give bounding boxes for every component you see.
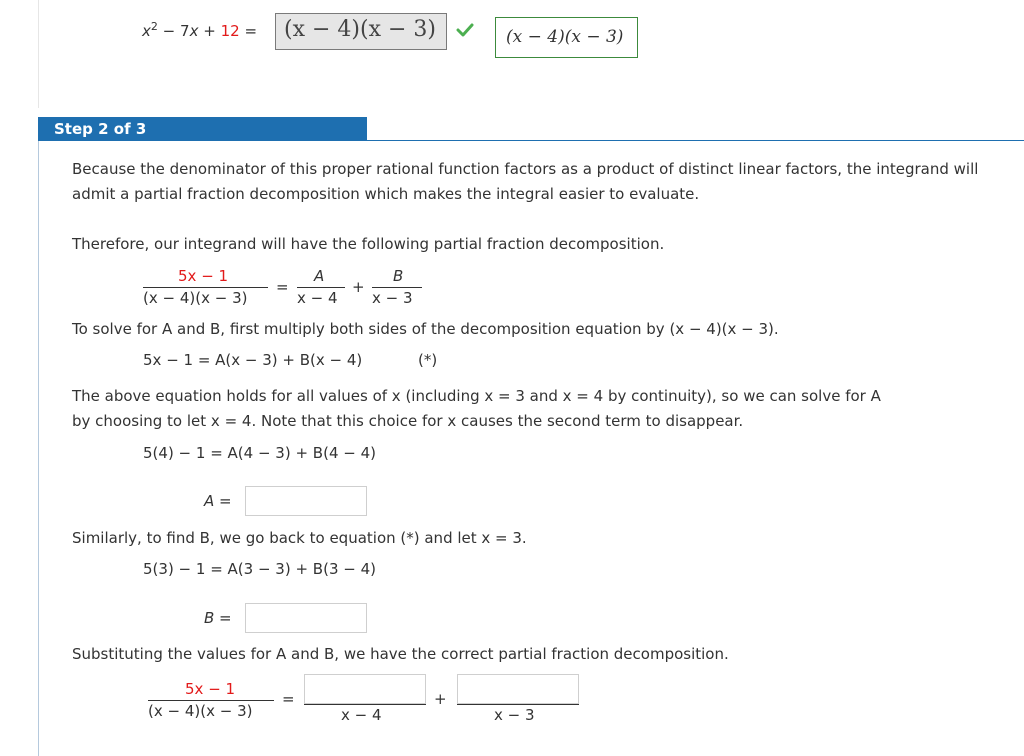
- step-header: [38, 117, 367, 141]
- fraction-bar-1: [143, 287, 268, 288]
- b-label: B =: [204, 609, 232, 627]
- final-bar-1: [304, 704, 426, 705]
- step-divider: [367, 140, 1024, 141]
- correct-answer-box: [495, 17, 638, 58]
- continuity-paragraph-line1: The above equation holds for all values of x (including x = 3 and x = 4 by continuity), so we can solve for A: [72, 387, 881, 405]
- denominator-b: x − 3: [372, 289, 413, 307]
- x-var: x: [142, 22, 151, 40]
- a-input[interactable]: [245, 486, 367, 516]
- final-denominator-1: x − 4: [341, 706, 382, 724]
- twelve: 12: [220, 22, 240, 40]
- final-equals: =: [282, 690, 295, 708]
- decomp-denominator: (x − 4)(x − 3): [143, 289, 248, 307]
- numerator-2-input[interactable]: [457, 674, 579, 704]
- decomp-numerator: 5x − 1: [178, 267, 229, 285]
- numerator-a: A: [314, 267, 325, 285]
- fraction-bar-b: [372, 287, 422, 288]
- equation-star-tag: (*): [418, 351, 438, 369]
- final-denominator: (x − 4)(x − 3): [148, 702, 253, 720]
- final-bar-2: [457, 704, 579, 705]
- final-numerator: 5x − 1: [185, 680, 236, 698]
- equation-b-substitution: 5(3) − 1 = A(3 − 3) + B(3 − 4): [143, 560, 376, 578]
- intro-paragraph: Because the denominator of this proper rational function factors as a product of distinct linear factors, the integrand will admit a partial fraction decomposition which makes the integral easier to evaluate.: [72, 160, 979, 203]
- similarly-paragraph: Similarly, to find B, we go back to equation (*) and let x = 3.: [72, 529, 527, 547]
- x-var-2: x: [189, 22, 199, 40]
- correct-answer-text: (x − 4)(x − 3): [506, 27, 624, 47]
- multiply-instruction: To solve for A and B, first multiply both sides of the decomposition equation by (x − 4)(x − 3).: [72, 320, 779, 338]
- equation-a-substitution: 5(4) − 1 = A(4 − 3) + B(4 − 4): [143, 444, 376, 462]
- denominator-a: x − 4: [297, 289, 338, 307]
- equals-sign: =: [244, 22, 258, 40]
- final-fraction-bar: [148, 700, 274, 701]
- a-label: A =: [204, 492, 232, 510]
- numerator-b: B: [393, 267, 404, 285]
- continuity-paragraph-line2: by choosing to let x = 4. Note that this choice for x causes the second term to disappear.: [72, 412, 744, 430]
- factoring-equation: [142, 20, 257, 40]
- fraction-bar-a: [297, 287, 345, 288]
- b-input[interactable]: [245, 603, 367, 633]
- entered-answer-text: (x − 4)(x − 3): [284, 17, 436, 42]
- final-denominator-2: x − 3: [494, 706, 535, 724]
- minus-seven: − 7: [162, 22, 190, 40]
- step-left-rule: [38, 141, 39, 756]
- substituting-paragraph: Substituting the values for A and B, we have the correct partial fraction decomposition.: [72, 645, 729, 663]
- final-plus: +: [434, 690, 447, 708]
- left-margin-rule: [38, 0, 39, 108]
- check-icon: [456, 22, 474, 42]
- decomposition-intro: Therefore, our integrand will have the following partial fraction decomposition.: [72, 235, 665, 253]
- decomp-equals: =: [276, 278, 289, 296]
- plus-sign: +: [203, 22, 216, 40]
- equation-star: 5x − 1 = A(x − 3) + B(x − 4): [143, 351, 363, 369]
- numerator-1-input[interactable]: [304, 674, 426, 704]
- decomp-plus: +: [352, 278, 365, 296]
- step-label: Step 2 of 3: [54, 120, 147, 138]
- exponent: 2: [150, 20, 158, 33]
- entered-answer-box[interactable]: [275, 13, 447, 50]
